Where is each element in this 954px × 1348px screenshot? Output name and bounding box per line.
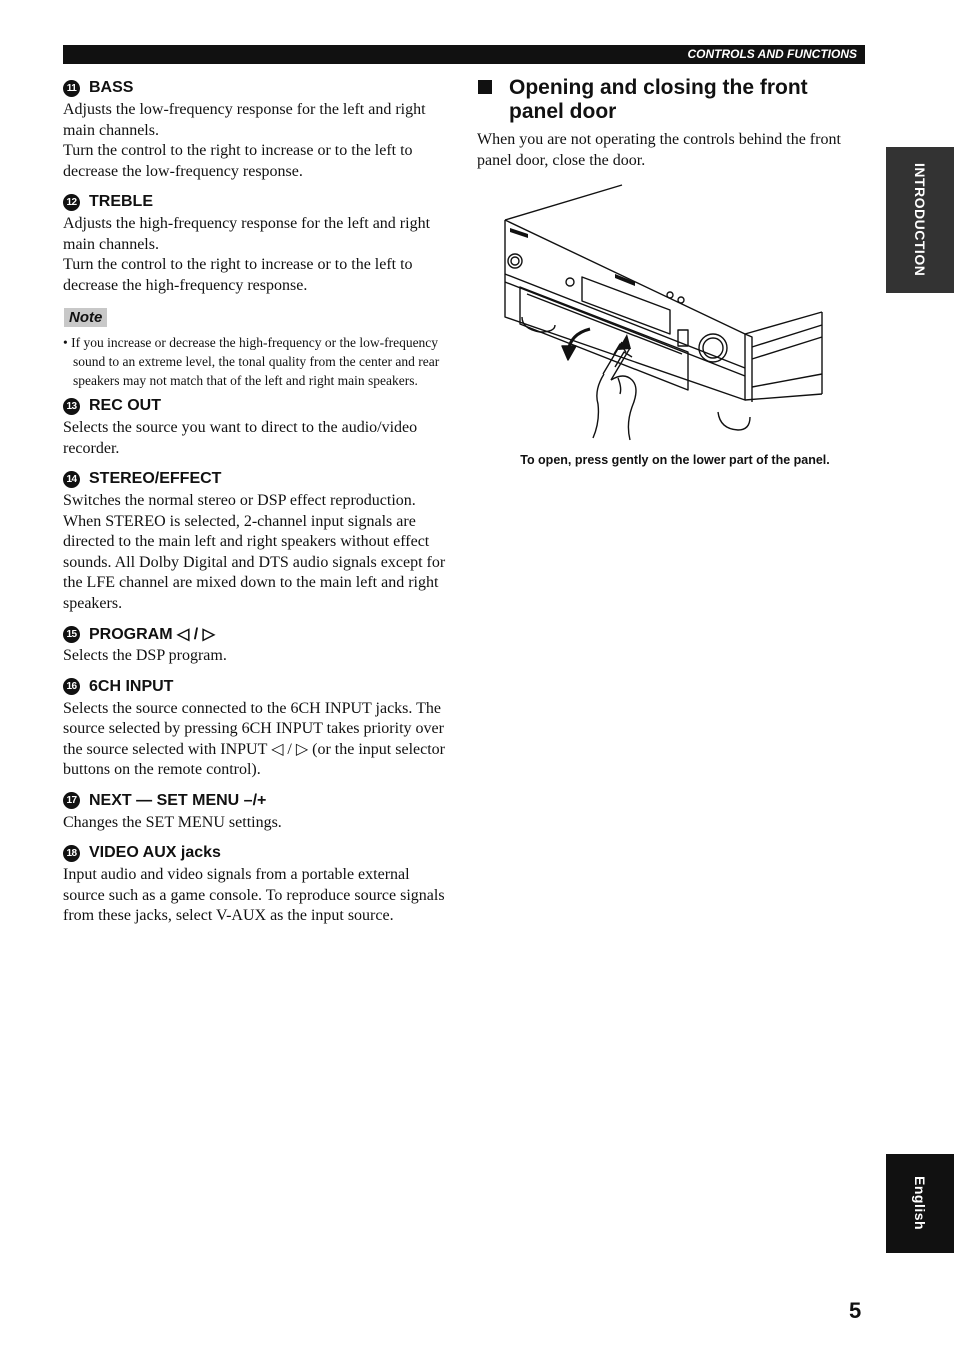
tab-english-label: English — [912, 1176, 928, 1231]
item-number: 17 — [63, 792, 80, 809]
item-text: Input audio and video signals from a portable external source such as a game console. To reproduce source signals from these jacks, select V-AUX as the input source. — [63, 866, 445, 924]
control-item-video-aux — [63, 843, 448, 927]
item-text: Selects the DSP program. — [63, 647, 227, 664]
item-title: BASS — [89, 79, 134, 96]
note-text: • If you increase or decrease the high-frequency or the low-frequency sound to an extreme level, the tonal quality from the center and rear speakers may not match that of the left and right main speakers. — [63, 335, 440, 388]
item-number: 11 — [63, 80, 80, 97]
receiver-illustration — [500, 182, 830, 444]
header-section-title: CONTROLS AND FUNCTIONS — [687, 47, 857, 61]
item-text: Adjusts the high-frequency response for the left and right main channels. — [63, 215, 431, 253]
item-text: Changes the SET MENU settings. — [63, 813, 282, 831]
header-bar — [63, 45, 865, 64]
item-number: 13 — [63, 398, 80, 415]
item-number: 18 — [63, 845, 80, 862]
section-intro: When you are not operating the controls behind the front panel door, close the door. — [477, 131, 841, 169]
note-label: Note — [64, 308, 107, 327]
item-number: 12 — [63, 194, 80, 211]
item-number: 14 — [63, 471, 80, 488]
receiver-drawing — [500, 182, 830, 444]
section-title: Opening and closing the front panel door — [509, 76, 808, 123]
item-text: Selects the source you want to direct to the audio/video recorder. — [63, 419, 418, 457]
control-item-program — [63, 624, 448, 667]
control-item-stereo-effect — [63, 469, 448, 614]
control-item-6ch-input — [63, 677, 448, 781]
item-title: TREBLE — [89, 193, 153, 210]
note-box — [63, 306, 448, 390]
item-number: 15 — [63, 626, 80, 643]
square-bullet-icon — [478, 80, 492, 94]
item-text: Turn the control to the right to increase or to the left to decrease the high-frequency response. — [63, 256, 413, 294]
item-title: VIDEO AUX jacks — [89, 844, 221, 861]
item-title: NEXT — SET MENU –/+ — [89, 791, 267, 809]
front-panel-section — [477, 76, 867, 171]
control-item-bass — [63, 78, 448, 182]
tab-introduction-label: INTRODUCTION — [912, 163, 928, 277]
item-title: REC OUT — [89, 397, 161, 414]
item-title: STEREO/EFFECT — [89, 470, 222, 487]
item-text: Adjusts the low-frequency response for the left and right main channels. — [63, 101, 426, 139]
control-item-rec-out — [63, 396, 448, 459]
item-text: Turn the control to the right to increase or to the left to decrease the low-frequency response. — [63, 142, 413, 180]
controls-list — [63, 78, 448, 937]
item-title: PROGRAM ◁ / ▷ — [89, 626, 215, 643]
figure-caption: To open, press gently on the lower part of the panel. — [520, 453, 830, 467]
control-item-treble — [63, 192, 448, 296]
item-title: 6CH INPUT — [89, 677, 174, 695]
page-number: 5 — [849, 1298, 862, 1323]
control-item-next-set-menu — [63, 791, 448, 834]
item-text: Selects the source connected to the 6CH INPUT jacks. The source selected by pressing 6CH INPUT takes priority over the source selected with INPUT ◁ / ▷ (or the input selector buttons on the remote control). — [63, 699, 445, 778]
item-number: 16 — [63, 678, 80, 695]
tab-english — [886, 1154, 954, 1253]
item-text: Switches the normal stereo or DSP effect reproduction. When STEREO is selected, 2-channel input signals are directed to the main left and right speakers without effect sounds. All Dolby Digital and DTS audio signals except for the LFE channel are mixed down to the main left and right speakers. — [63, 492, 446, 612]
tab-introduction — [886, 147, 954, 293]
section-heading — [477, 76, 867, 124]
